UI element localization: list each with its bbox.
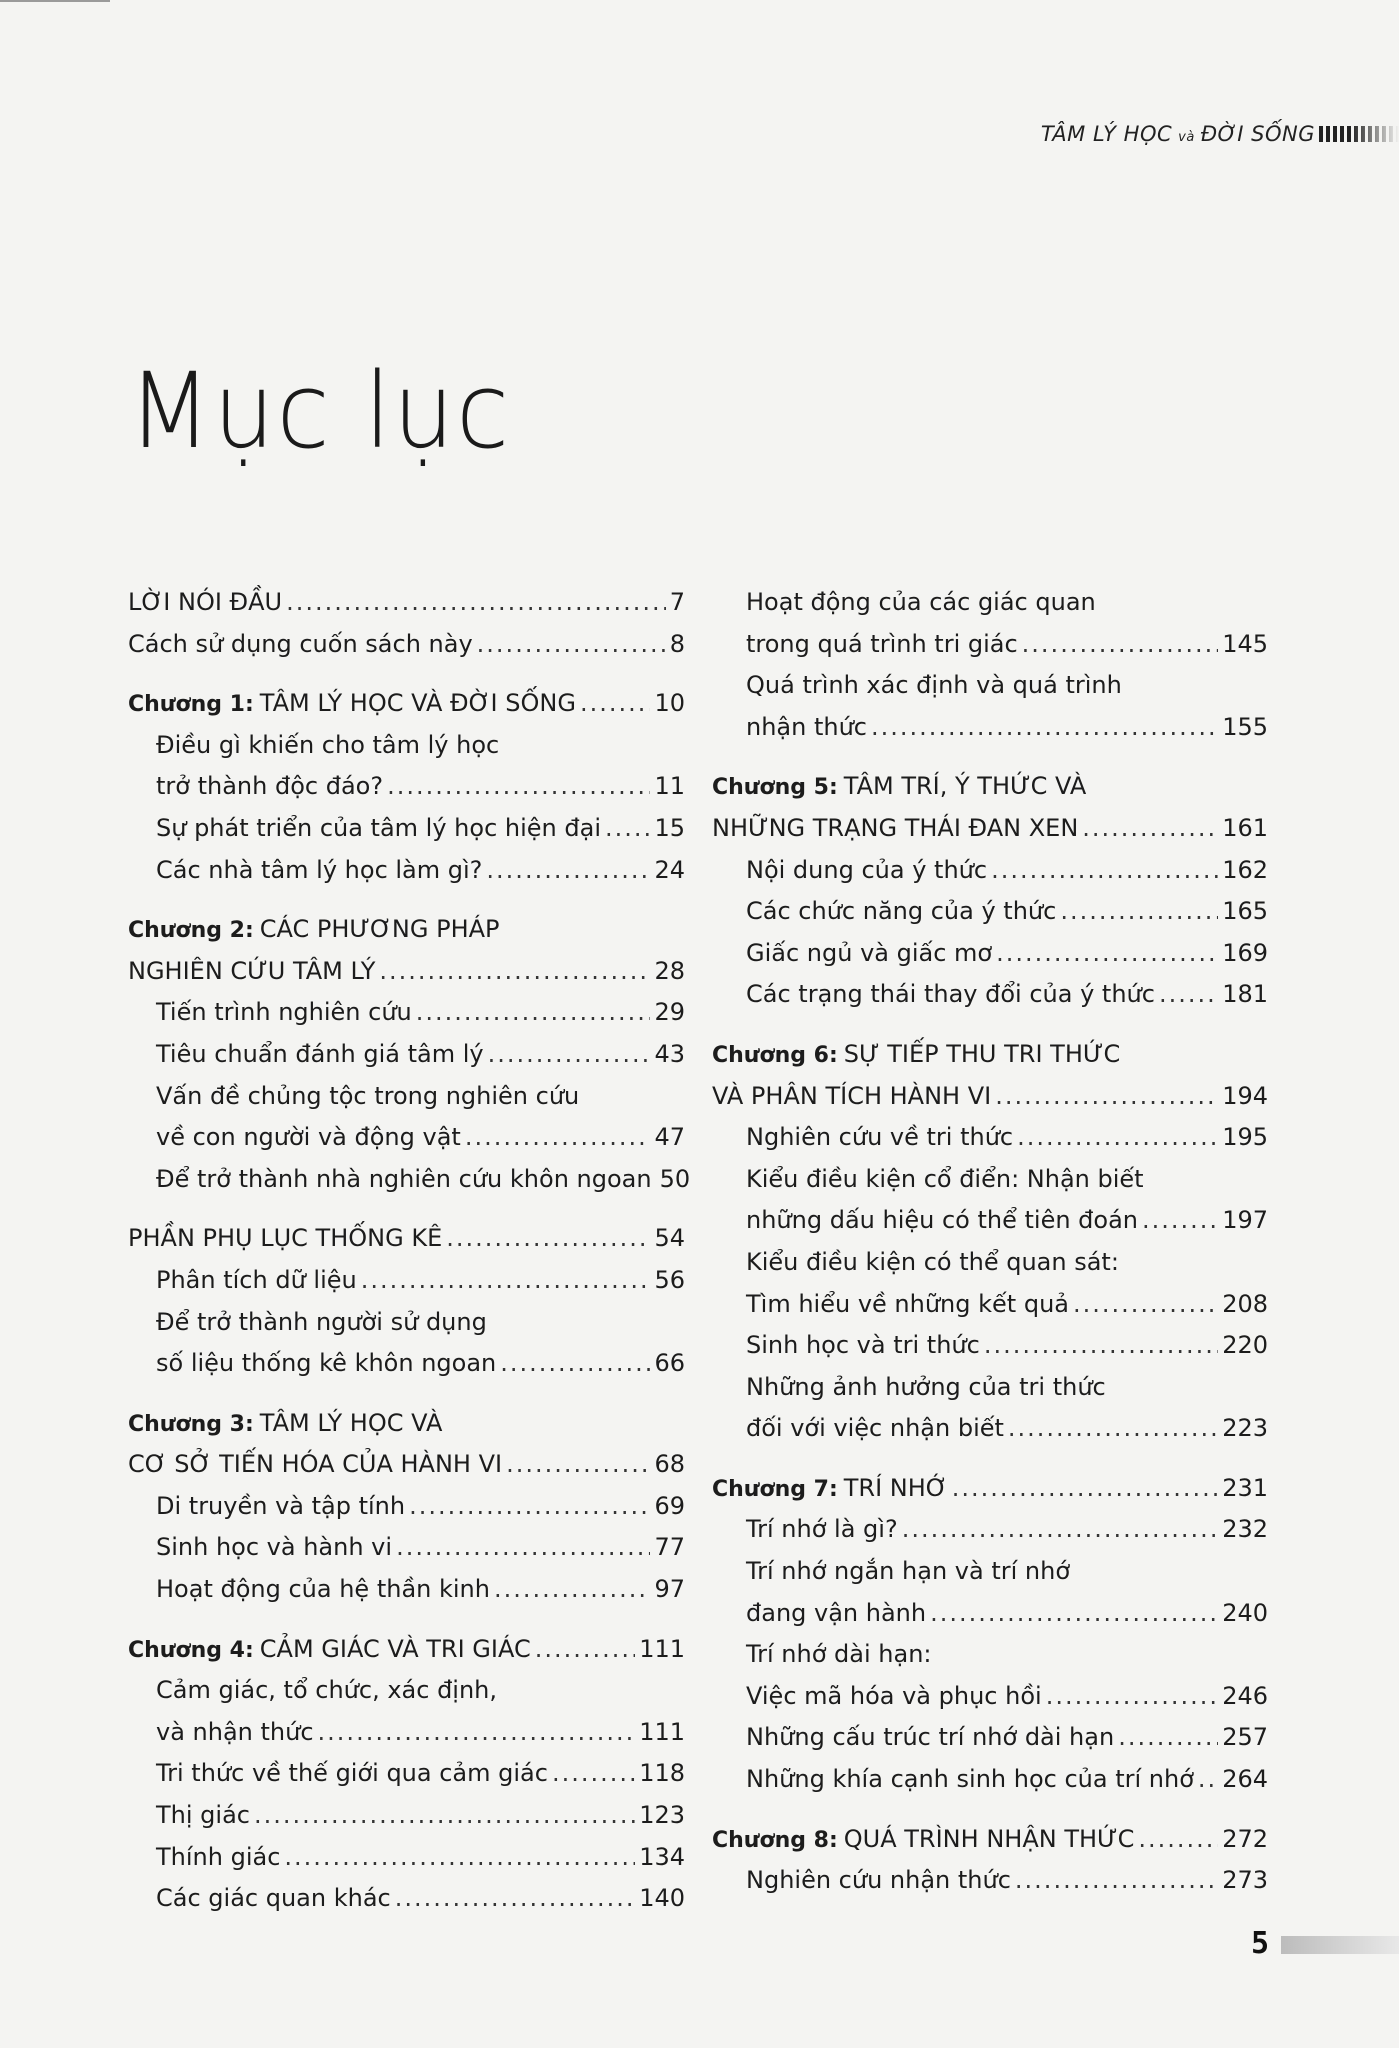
toc-entry-label [128, 1343, 496, 1385]
toc-entry [712, 1242, 1268, 1284]
toc-entry-text: Tìm hiểu về những kết quả [746, 1289, 1069, 1318]
toc-entry-label [712, 1468, 948, 1511]
chapter-prefix: Chương 4: [128, 1637, 254, 1663]
toc-entry [712, 1676, 1268, 1718]
toc-entry [712, 1076, 1268, 1118]
dot-leader [284, 1837, 635, 1879]
toc-entry [712, 850, 1268, 892]
header-part-2: và [1178, 130, 1195, 145]
dot-leader [395, 1878, 635, 1920]
dot-leader [416, 992, 651, 1034]
dot-leader [535, 1629, 635, 1671]
toc-entry-label [128, 1117, 461, 1159]
toc-entry-text: CƠ SỞ TIẾN HÓA CỦA HÀNH VI [128, 1450, 503, 1479]
toc-entry [128, 624, 685, 666]
page-title: Mục lục [128, 350, 512, 472]
dot-leader [1198, 1759, 1218, 1801]
toc-entry-text: Thính giác [156, 1842, 281, 1871]
dot-leader [1015, 1860, 1218, 1902]
toc-entry-text: Sinh học và hành vi [156, 1533, 393, 1562]
toc-entry [712, 1325, 1268, 1367]
toc-entry-label [128, 1527, 392, 1569]
toc-left-column [128, 582, 691, 1920]
dot-leader [605, 808, 650, 850]
toc-entry-label [712, 1034, 1120, 1077]
toc-entry-text: Phân tích dữ liệu [156, 1265, 357, 1294]
toc-entry [128, 1076, 685, 1118]
toc-entry [128, 1878, 685, 1920]
toc-entry-label [128, 808, 601, 850]
toc-entry-label [712, 1325, 980, 1367]
toc-entry [128, 808, 685, 850]
dot-leader [930, 1593, 1218, 1635]
chapter-prefix: Chương 5: [712, 775, 838, 801]
toc-entry-text: trong quá trình tri giác [746, 629, 1018, 658]
toc-entry-text: Nghiên cứu nhận thức [746, 1866, 1011, 1895]
toc-entry-text: TÂM TRÍ, Ý THỨC VÀ [843, 772, 1087, 801]
toc-entry-text: Để trở thành người sử dụng [156, 1307, 487, 1336]
toc-entry-page: 220 [1222, 1331, 1268, 1360]
toc-entry-label [128, 1260, 357, 1302]
header-title [1041, 122, 1315, 146]
toc-entry [128, 1569, 685, 1611]
toc-entry [128, 909, 685, 951]
toc-entry-label [712, 1284, 1069, 1326]
toc-entry [712, 1860, 1268, 1902]
dot-leader [1142, 1200, 1218, 1242]
toc-entry-page: 56 [654, 1265, 685, 1294]
chapter-prefix: Chương 7: [712, 1476, 838, 1502]
toc-entry-page: 273 [1222, 1866, 1268, 1895]
toc-entry-text: Các chức năng của ý thức [746, 897, 1057, 926]
dot-leader [494, 1569, 650, 1611]
toc-entry-page: 111 [639, 1634, 685, 1663]
chapter-prefix: Chương 1: [128, 692, 254, 718]
toc-entry-label [712, 1159, 1144, 1201]
dot-leader [1073, 1284, 1218, 1326]
toc-entry [712, 1593, 1268, 1635]
toc-entry-label [128, 1629, 531, 1672]
toc-entry-label [128, 850, 482, 892]
toc-entry [712, 665, 1268, 707]
toc-entry-text: Nghiên cứu về tri thức [746, 1123, 1014, 1152]
dot-leader [902, 1509, 1219, 1551]
dot-leader [486, 850, 650, 892]
toc-entry-text: Tiêu chuẩn đánh giá tâm lý [156, 1039, 484, 1068]
toc-entry-label [712, 891, 1056, 933]
toc-entry [712, 1284, 1268, 1326]
toc-entry-page: 54 [654, 1224, 685, 1253]
toc-entry [712, 1717, 1268, 1759]
toc-entry-label [128, 1302, 487, 1344]
toc-entry [128, 951, 685, 993]
toc-entry-text: và nhận thức [156, 1717, 314, 1746]
chapter-prefix: Chương 6: [712, 1042, 838, 1068]
toc-entry-label [712, 1200, 1138, 1242]
toc-entry [712, 1200, 1268, 1242]
toc-entry [128, 992, 685, 1034]
toc-entry-text: Những ảnh hưởng của tri thức [746, 1372, 1106, 1401]
toc-entry-label [712, 766, 1086, 809]
dot-leader [580, 683, 651, 725]
toc-entry [128, 850, 685, 892]
toc-entry-label [128, 1795, 250, 1837]
toc-entry-text: SỰ TIẾP THU TRI THỨC [843, 1039, 1121, 1068]
toc-entry [712, 1468, 1268, 1510]
toc-entry [712, 891, 1268, 933]
toc-entry [128, 1670, 685, 1712]
dot-leader [286, 582, 666, 624]
toc-entry-label [712, 933, 992, 975]
toc-entry-label [712, 707, 867, 749]
dot-leader [506, 1444, 650, 1486]
toc-entry-label [128, 1837, 280, 1879]
toc-entry-label [128, 1486, 405, 1528]
toc-entry-text: TÂM LÝ HỌC VÀ ĐỜI SỐNG [259, 689, 576, 718]
dot-leader [995, 1076, 1218, 1118]
toc-entry-label [128, 1034, 484, 1076]
chapter-prefix: Chương 8: [712, 1827, 838, 1853]
toc-entry-label [128, 725, 499, 767]
toc-entry-label [712, 1634, 931, 1676]
toc-entry-text: Trí nhớ là gì? [746, 1515, 898, 1544]
toc-entry-page: 50 [659, 1164, 691, 1193]
dot-leader [488, 1034, 651, 1076]
toc-entry-page: 28 [654, 956, 685, 985]
dot-leader [1118, 1717, 1218, 1759]
toc-entry-text: LỜI NÓI ĐẦU [128, 588, 283, 616]
toc-entry [128, 1795, 685, 1837]
toc-entry [712, 1819, 1268, 1861]
toc-entry-text: những dấu hiệu có thể tiên đoán [746, 1206, 1139, 1235]
toc-entry-label [712, 1593, 926, 1635]
toc-entry-page: 43 [654, 1039, 685, 1068]
toc-entry-label [712, 582, 1096, 624]
toc-entry-text: Cảm giác, tổ chức, xác định, [156, 1676, 498, 1705]
toc-entry [128, 1343, 685, 1385]
toc-entry-label [712, 850, 987, 892]
toc-entry-page: 223 [1222, 1414, 1268, 1443]
toc-entry-page: 66 [654, 1349, 685, 1378]
toc-entry-text: Việc mã hóa và phục hồi [746, 1681, 1042, 1710]
toc-entry [712, 1367, 1268, 1409]
toc-entry-page: 47 [654, 1123, 685, 1152]
dot-leader [318, 1712, 636, 1754]
toc-entry [712, 1159, 1268, 1201]
dot-leader [984, 1325, 1218, 1367]
dot-leader [500, 1343, 650, 1385]
toc-entry [128, 1403, 685, 1445]
toc-entry-label [712, 1676, 1042, 1718]
toc-entry-text: TRÍ NHỚ [843, 1473, 948, 1502]
toc-entry-text: Thị giác [156, 1801, 250, 1830]
toc-entry [712, 933, 1268, 975]
toc-entry-label [712, 624, 1018, 666]
toc-entry [128, 1444, 685, 1486]
running-header [1041, 118, 1399, 150]
toc-entry-page: 111 [639, 1717, 685, 1746]
toc-entry-text: đối với việc nhận biết [746, 1414, 1004, 1443]
toc-entry-page: 123 [639, 1801, 685, 1830]
toc-entry-label [128, 1159, 652, 1201]
dot-leader [387, 766, 650, 808]
toc-entry-label [712, 665, 1122, 707]
toc-entry-label [712, 1408, 1004, 1450]
toc-entry-page: 232 [1222, 1515, 1268, 1544]
toc-entry-text: Trí nhớ dài hạn: [746, 1640, 932, 1669]
toc-entry-text: TÂM LÝ HỌC VÀ [259, 1408, 443, 1437]
toc-entry-label [128, 1753, 548, 1795]
toc-entry [712, 1759, 1268, 1801]
dot-leader [1060, 891, 1218, 933]
toc-entry-page: 155 [1222, 712, 1268, 741]
dot-leader [996, 933, 1218, 975]
header-part-3: ĐỜI SỐNG [1200, 122, 1315, 146]
toc-entry-label [712, 1509, 898, 1551]
toc-entry-label [128, 1076, 579, 1118]
toc-entry-text: CẢM GIÁC VÀ TRI GIÁC [259, 1634, 531, 1663]
header-decorative-bar [1319, 126, 1399, 142]
toc-entry [128, 582, 685, 624]
toc-entry-label [712, 1117, 1013, 1159]
toc-entry [128, 683, 685, 725]
toc-entry-label [128, 1878, 391, 1920]
toc-entry-page: 257 [1222, 1723, 1268, 1752]
toc-entry-page: 208 [1222, 1289, 1268, 1318]
dot-leader [446, 1218, 650, 1260]
dot-leader [1017, 1117, 1218, 1159]
dot-leader [1008, 1408, 1218, 1450]
toc-entry [128, 1712, 685, 1754]
toc-entry [712, 707, 1268, 749]
dot-leader [952, 1468, 1218, 1510]
toc-entry-page: 165 [1222, 897, 1268, 926]
top-edge-line [0, 0, 110, 2]
toc-entry-page: 69 [654, 1491, 685, 1520]
toc-entry-text: NHỮNG TRẠNG THÁI ĐAN XEN [712, 813, 1079, 842]
toc-entry-label [128, 1712, 314, 1754]
toc-entry-text: Hoạt động của hệ thần kinh [156, 1575, 490, 1604]
toc-entry-page: 15 [654, 813, 685, 842]
dot-leader [1159, 974, 1218, 1016]
toc-entry [128, 1837, 685, 1879]
toc-entry-page: 24 [654, 855, 685, 884]
toc-entry-label [128, 766, 383, 808]
toc-entry-page: 140 [639, 1884, 685, 1913]
toc-entry-page: 264 [1222, 1765, 1268, 1794]
toc-entry-label [128, 1444, 502, 1486]
toc-entry-page: 29 [654, 998, 685, 1027]
toc-entry [128, 1218, 685, 1260]
toc-entry [128, 1034, 685, 1076]
toc-entry-text: Sinh học và tri thức [746, 1331, 980, 1360]
toc-entry-label [128, 951, 375, 993]
dot-leader [871, 707, 1218, 749]
toc-right-column [712, 582, 1268, 1902]
toc-entry-page: 161 [1222, 813, 1268, 842]
toc-entry-page: 195 [1222, 1123, 1268, 1152]
toc-entry [128, 766, 685, 808]
toc-entry-page: 197 [1222, 1206, 1268, 1235]
toc-entry-text: về con người và động vật [156, 1123, 461, 1152]
toc-entry-page: 145 [1222, 629, 1268, 658]
dot-leader [991, 850, 1218, 892]
toc-entry-text: Các giác quan khác [156, 1884, 391, 1913]
chapter-prefix: Chương 3: [128, 1411, 254, 1437]
toc-entry-page: 77 [654, 1533, 685, 1562]
dot-leader [477, 624, 666, 666]
toc-entry-label [712, 1717, 1114, 1759]
toc-entry-page: 10 [654, 689, 685, 718]
toc-entry-page: 8 [669, 629, 685, 658]
toc-entry-label [128, 582, 282, 624]
toc-entry-label [712, 1242, 1119, 1284]
toc-entry-text: Kiểu điều kiện cổ điển: Nhận biết [746, 1164, 1144, 1193]
toc-entry-text: Kiểu điều kiện có thể quan sát: [746, 1247, 1119, 1276]
dot-leader [1046, 1676, 1219, 1718]
chapter-prefix: Chương 2: [128, 918, 254, 944]
dot-leader [1082, 808, 1218, 850]
toc-entry-text: số liệu thống kê khôn ngoan [156, 1349, 497, 1378]
toc-entry-page: 272 [1222, 1824, 1268, 1853]
dot-leader [552, 1753, 635, 1795]
toc-entry [712, 1634, 1268, 1676]
toc-entry-page: 194 [1222, 1081, 1268, 1110]
toc-entry-label [712, 974, 1155, 1016]
toc-entry-text: Hoạt động của các giác quan [746, 588, 1096, 616]
toc-entry [128, 1486, 685, 1528]
toc-entry-label [128, 1670, 497, 1712]
toc-entry-text: Điều gì khiến cho tâm lý học [156, 730, 500, 759]
toc-entry-text: Cách sử dụng cuốn sách này [128, 629, 473, 658]
toc-entry [128, 1527, 685, 1569]
toc-entry-text: PHẦN PHỤ LỤC THỐNG KÊ [128, 1224, 443, 1253]
toc-entry-text: Những cấu trúc trí nhớ dài hạn [746, 1723, 1115, 1752]
toc-entry-page: 169 [1222, 938, 1268, 967]
toc-entry-text: Vấn đề chủng tộc trong nghiên cứu [156, 1081, 580, 1110]
toc-entry-label [128, 1569, 490, 1611]
toc-entry-page: 231 [1222, 1473, 1268, 1502]
toc-entry [712, 624, 1268, 666]
toc-entry-page: 246 [1222, 1681, 1268, 1710]
toc-entry-text: đang vận hành [746, 1598, 927, 1627]
toc-entry [712, 1509, 1268, 1551]
toc-entry [712, 1551, 1268, 1593]
toc-entry-text: Di truyền và tập tính [156, 1491, 406, 1520]
dot-leader [409, 1486, 650, 1528]
toc-entry-label [128, 1403, 442, 1446]
toc-entry-label [128, 909, 500, 952]
toc-entry-page: 7 [669, 588, 685, 616]
toc-entry [128, 1117, 685, 1159]
toc-entry-label [128, 683, 576, 726]
toc-entry-text: QUÁ TRÌNH NHẬN THỨC [843, 1824, 1135, 1853]
toc-entry-text: Nội dung của ý thức [746, 855, 988, 884]
toc-entry-page: 134 [639, 1842, 685, 1871]
toc-entry-label [712, 1551, 1070, 1593]
toc-entry-text: nhận thức [746, 712, 867, 741]
toc-entry [128, 1753, 685, 1795]
toc-entry-label [712, 1759, 1194, 1801]
toc-entry-text: trở thành độc đáo? [156, 772, 384, 801]
toc-entry-label [128, 992, 412, 1034]
dot-leader [254, 1795, 635, 1837]
toc-entry-text: Những khía cạnh sinh học của trí nhớ [746, 1765, 1194, 1794]
toc-entry [128, 1260, 685, 1302]
toc-entry [128, 1629, 685, 1671]
toc-entry-page: 68 [654, 1450, 685, 1479]
toc-entry-label [712, 1860, 1011, 1902]
toc-entry-text: Tri thức về thế giới qua cảm giác [156, 1759, 548, 1788]
toc-entry [712, 1117, 1268, 1159]
toc-entry-page: 181 [1222, 980, 1268, 1009]
toc-entry-page: 11 [654, 772, 685, 801]
toc-entry-text: Giấc ngủ và giấc mơ [746, 938, 993, 967]
toc-entry [712, 766, 1268, 808]
dot-leader [361, 1260, 651, 1302]
toc-entry-page: 162 [1222, 855, 1268, 884]
dot-leader [1138, 1819, 1218, 1861]
toc-entry-label [128, 624, 473, 666]
toc-entry-text: Tiến trình nghiên cứu [156, 998, 412, 1027]
toc-entry-text: Các trạng thái thay đổi của ý thức [746, 980, 1155, 1009]
toc-entry [712, 1408, 1268, 1450]
toc-entry-text: CÁC PHƯƠNG PHÁP [259, 915, 500, 944]
page-number: 5 [1250, 1926, 1269, 1961]
toc-entry-label [712, 808, 1078, 850]
toc-entry [712, 582, 1268, 624]
toc-entry-text: Sự phát triển của tâm lý học hiện đại [156, 813, 601, 842]
toc-entry [128, 1159, 691, 1201]
dot-leader [1022, 624, 1219, 666]
toc-entry-label [712, 1819, 1134, 1862]
toc-entry-text: NGHIÊN CỨU TÂM LÝ [128, 956, 376, 985]
toc-entry [712, 808, 1268, 850]
toc-entry-page: 240 [1222, 1598, 1268, 1627]
toc-entry-label [712, 1367, 1106, 1409]
toc-entry [712, 1034, 1268, 1076]
footer-decorative-bar [1281, 1936, 1399, 1954]
dot-leader [379, 951, 650, 993]
toc-entry-page: 97 [654, 1575, 685, 1604]
toc-entry-page: 118 [639, 1759, 685, 1788]
toc-entry-text: Để trở thành nhà nghiên cứu khôn ngoan [156, 1164, 652, 1193]
dot-leader [396, 1527, 650, 1569]
dot-leader [465, 1117, 651, 1159]
toc-entry-text: Trí nhớ ngắn hạn và trí nhớ [746, 1557, 1070, 1586]
header-part-1: TÂM LÝ HỌC [1040, 122, 1173, 146]
toc-entry-label [712, 1076, 991, 1118]
toc-entry-text: Các nhà tâm lý học làm gì? [156, 855, 483, 884]
toc-entry-text: Quá trình xác định và quá trình [746, 671, 1122, 700]
toc-entry [712, 974, 1268, 1016]
toc-entry [128, 725, 685, 767]
toc-entry-label [128, 1218, 442, 1260]
toc-entry [128, 1302, 685, 1344]
toc-entry-text: VÀ PHÂN TÍCH HÀNH VI [712, 1081, 992, 1110]
